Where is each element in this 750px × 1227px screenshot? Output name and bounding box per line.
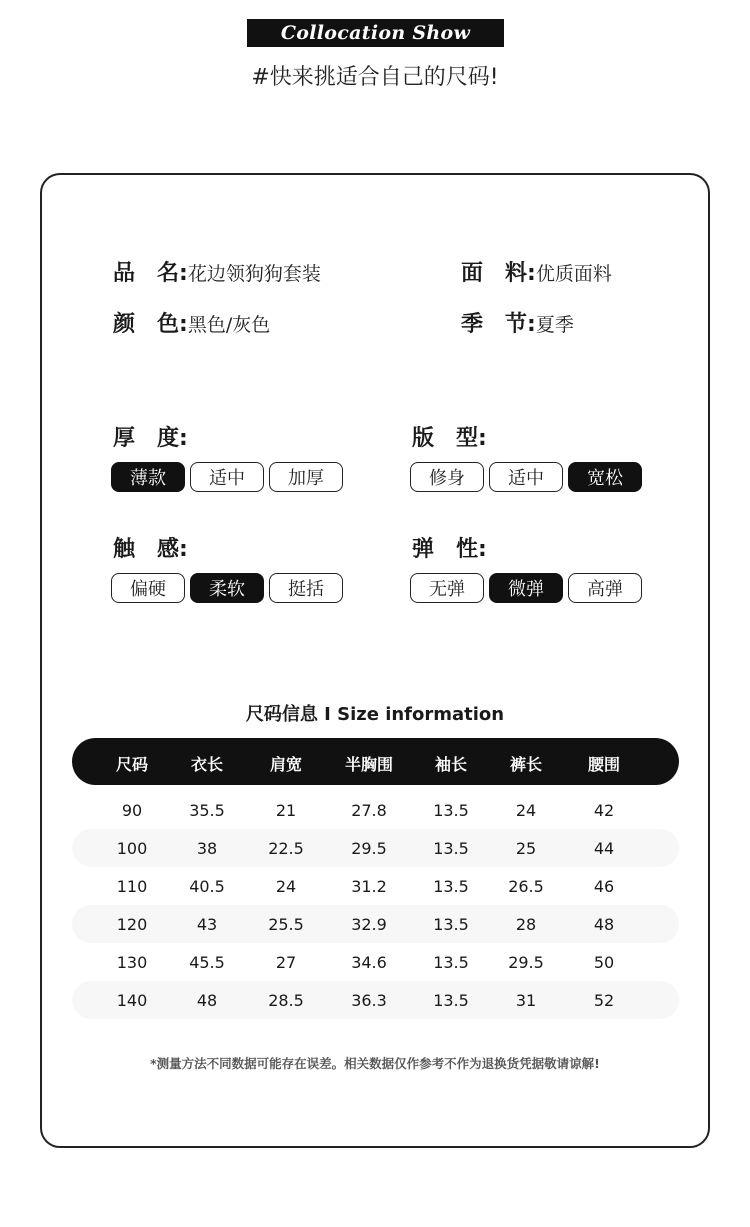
fit-title: 版 型:	[412, 426, 487, 451]
info-name: 品 名: 花边领狗狗套装	[113, 261, 321, 286]
table-cell: 35.5	[189, 801, 225, 820]
feel-tag: 挺括	[269, 573, 343, 603]
column-header: 裤长	[509, 755, 542, 774]
table-cell: 46	[593, 877, 615, 896]
table-cell: 40.5	[189, 877, 225, 896]
stretch-tag: 无弹	[410, 573, 484, 603]
table-cell: 13.5	[433, 801, 469, 820]
table-cell: 29.5	[508, 953, 544, 972]
table-cell: 130	[116, 953, 148, 972]
table-row	[72, 829, 679, 867]
table-row	[72, 867, 679, 905]
table-cell: 31	[515, 991, 537, 1010]
fabric-value: 优质面料	[535, 263, 612, 285]
disclaimer-note: *测量方法不同数据可能存在误差。相关数据仅作参考不作为退换货凭据敬请谅解!	[150, 1056, 600, 1071]
table-cell: 13.5	[433, 915, 469, 934]
table-cell: 50	[593, 953, 615, 972]
table-cell: 100	[116, 839, 148, 858]
thickness-tag: 适中	[190, 462, 264, 492]
table-cell: 27.8	[351, 801, 387, 820]
season-value: 夏季	[535, 314, 574, 336]
table-cell: 13.5	[433, 877, 469, 896]
feel-tag: 偏硬	[111, 573, 185, 603]
table-cell: 34.6	[351, 953, 387, 972]
table-cell: 25	[515, 839, 537, 858]
fit-tag: 宽松	[568, 462, 642, 492]
table-row	[72, 943, 679, 981]
table-cell: 52	[593, 991, 615, 1010]
table-cell: 29.5	[351, 839, 387, 858]
fit-tag: 修身	[410, 462, 484, 492]
table-cell: 13.5	[433, 839, 469, 858]
table-cell: 90	[121, 801, 143, 820]
table-cell: 31.2	[351, 877, 387, 896]
stretch-tag: 高弹	[568, 573, 642, 603]
table-cell: 22.5	[268, 839, 304, 858]
table-cell: 24	[275, 877, 297, 896]
table-cell: 45.5	[189, 953, 225, 972]
size-table-title: 尺码信息 I Size information	[245, 704, 505, 725]
table-cell: 24	[515, 801, 537, 820]
table-cell: 28	[515, 915, 537, 934]
table-cell: 42	[593, 801, 615, 820]
fit-tags	[410, 462, 642, 492]
color-value: 黑色/灰色	[187, 314, 271, 336]
column-header: 袖长	[434, 755, 467, 774]
column-header: 肩宽	[269, 755, 302, 774]
table-cell: 21	[275, 801, 297, 820]
table-cell: 38	[196, 839, 218, 858]
stretch-title: 弹 性:	[412, 537, 487, 562]
size-table-header	[72, 738, 679, 785]
feel-tag: 柔软	[190, 573, 264, 603]
table-cell: 48	[593, 915, 615, 934]
feel-tags	[111, 573, 343, 603]
thickness-tag: 加厚	[269, 462, 343, 492]
table-cell: 27	[275, 953, 297, 972]
thickness-tags	[111, 462, 343, 492]
column-header: 衣长	[190, 755, 223, 774]
info-fabric: 面 料: 优质面料	[461, 261, 612, 286]
table-cell: 25.5	[268, 915, 304, 934]
table-cell: 44	[593, 839, 615, 858]
table-cell: 26.5	[508, 877, 544, 896]
feel-title: 触 感:	[113, 537, 188, 562]
table-row	[72, 905, 679, 943]
table-row	[72, 981, 679, 1019]
column-header: 腰围	[587, 755, 620, 774]
table-cell: 28.5	[268, 991, 304, 1010]
product-name-value: 花边领狗狗套装	[187, 263, 321, 285]
fit-tag: 适中	[489, 462, 563, 492]
column-header: 半胸围	[344, 755, 393, 774]
table-cell: 48	[196, 991, 218, 1010]
table-cell: 43	[196, 915, 218, 934]
column-header: 尺码	[115, 755, 148, 774]
table-cell: 140	[116, 991, 148, 1010]
stretch-tag: 微弹	[489, 573, 563, 603]
info-color: 颜 色: 黑色/灰色	[113, 312, 271, 337]
table-cell: 110	[116, 877, 148, 896]
table-cell: 120	[116, 915, 148, 934]
table-cell: 13.5	[433, 953, 469, 972]
stretch-tags	[410, 573, 642, 603]
table-cell: 32.9	[351, 915, 387, 934]
table-row	[72, 791, 679, 829]
page-subtitle: #快来挑适合自己的尺码!	[251, 65, 499, 90]
table-cell: 36.3	[351, 991, 387, 1010]
collocation-show-banner: Collocation Show	[247, 19, 504, 47]
info-season: 季 节: 夏季	[461, 312, 574, 337]
table-cell: 13.5	[433, 991, 469, 1010]
thickness-tag: 薄款	[111, 462, 185, 492]
thickness-title: 厚 度:	[113, 426, 188, 451]
